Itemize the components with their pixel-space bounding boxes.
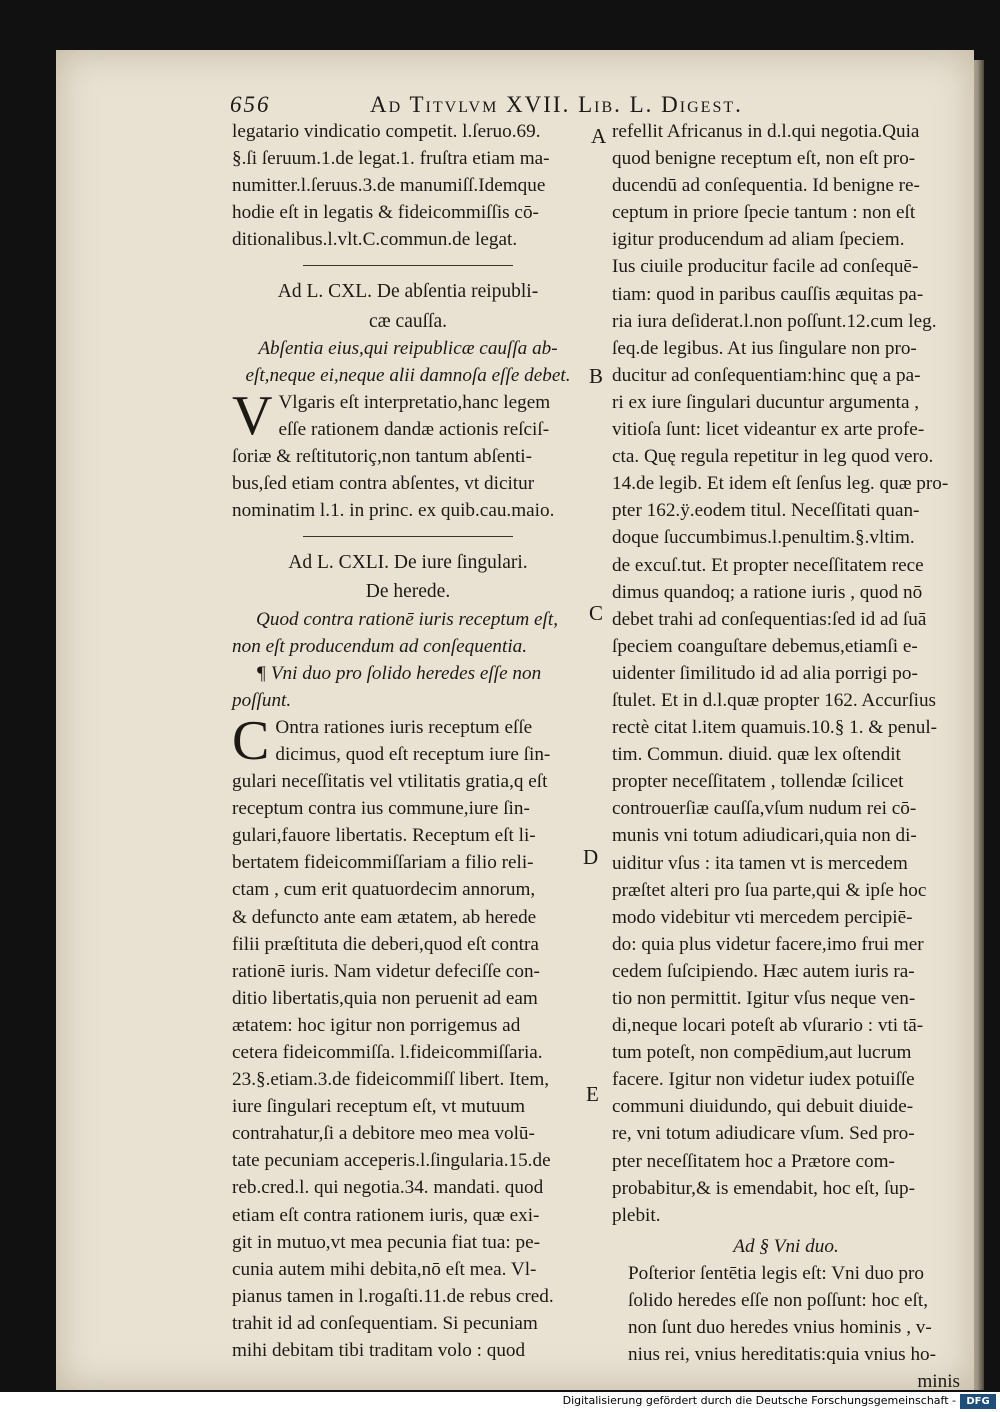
text-line: ſolido heredes eſſe non poſſunt: hoc eſt, [628, 1290, 929, 1312]
text-line: ctam , cum erit quatuordecim annorum, [232, 879, 536, 901]
text-line: receptum contra ius commune,iure ſin- [232, 798, 530, 820]
section-divider [303, 265, 513, 266]
text-line: di,neque locari poteſt ab vſurario : vti tā- [612, 1015, 924, 1037]
text-line: gulari,fauore libertatis. Receptum eſt li- [232, 825, 536, 847]
text-line: rationē iuris. Nam videtur defeciſſe con- [232, 960, 540, 982]
section-heading-cxl-line1: Ad L. CXL. De abſentia reipubli- [277, 281, 539, 303]
text-line: hodie eſt in legatis & fideicommiſſis cō- [232, 202, 539, 224]
text-line: debet trahi ad conſequentias:ſed id ad ſuā [612, 608, 927, 630]
text-line: numitter.l.ſeruus.3.de manumiſſ.Idemque [232, 175, 546, 197]
text-line: tio non permittit. Igitur vſus neque ven- [612, 988, 916, 1009]
text-line: communi diuidundo, qui debuit diuide- [612, 1096, 914, 1118]
text-line: filii præſtituta die deberi,quod eſt contra [232, 933, 539, 955]
right-paragraph-2 [612, 1260, 960, 1368]
text-line: ſoriæ & reſtitutoriç,non tantum abſenti- [232, 446, 533, 468]
text-line: bus,ſed etiam contra abſentes, vt dicitur [232, 473, 535, 495]
text-line: iure ſingulari receptum eſt, vt mutuum [232, 1096, 526, 1118]
lemma-cxli-line2: non eſt producendum ad conſequentia. [232, 635, 528, 657]
text-line: dimus quandoq; a ratione iuris , quod nō [612, 581, 923, 603]
margin-marker-d: D [583, 845, 599, 869]
margin-marker-e: E [586, 1082, 599, 1106]
text-line: ſtulet. Et in d.l.quæ propter 162. Accurſius [612, 689, 937, 711]
text-line: de excuſ.tut. Et propter neceſſitatem rece [612, 554, 924, 576]
right-paragraph-1 [612, 118, 960, 1229]
lemma-cxli-line3: ¶ Vni duo pro ſolido heredes eſſe non [256, 662, 542, 684]
text-line: tiam: quod in paribus cauſſis æquitas pa- [612, 283, 924, 305]
text-line: ſpeciem coanguſtare debemus,etiamſi e- [612, 635, 918, 657]
text-line: cta. Quę regula repetitur in leg quod vero. [612, 446, 934, 468]
margin-marker-b: B [589, 364, 604, 388]
text-line: ſeq.de legibus. At ius ſingulare non pro- [612, 337, 917, 359]
commentary-cxli-text [232, 709, 584, 1364]
text-line: gulari neceſſitatis vel vtilitatis gratia,q eſt [232, 771, 548, 793]
text-line: nominatim l.1. in princ. ex quib.cau.maio. [232, 500, 555, 522]
text-line: ætatem: hoc igitur non porrigemus ad [232, 1014, 521, 1036]
text-line: igitur producendum ad aliam ſpeciem. [612, 229, 905, 251]
text-line: mihi debitam tibi traditam volo : quod [232, 1340, 526, 1362]
text-line: tum poteſt, non compēdium,aut lucrum [612, 1042, 912, 1064]
text-line: uiditur vſus : ita tamen vt is mercedem [612, 852, 908, 874]
text-line: etiam eſt contra rationem iuris, quæ exi- [232, 1204, 540, 1226]
text-line: §.ſi ſeruum.1.de legat.1. fruſtra etiam ma- [232, 148, 550, 170]
text-line: plebit. [612, 1204, 661, 1226]
lemma-cxl-line2: eſt,neque ei,neque alii damnoſa eſſe debet. [245, 364, 571, 386]
text-line: cunia autem mihi debita,nō eſt mea. Vl- [232, 1258, 537, 1280]
dropcap-c: C [232, 709, 270, 772]
margin-marker-a: A [591, 124, 607, 148]
text-line: munis vni totum adiudicari,quia non di- [612, 825, 917, 847]
text-line: præſtet alteri pro ſua parte,qui & ipſe hoc [612, 879, 927, 901]
dfg-logo: DFG [960, 1394, 996, 1409]
text-line: rectè citat l.item quamuis.10.§ 1. & penul- [612, 717, 938, 739]
text-line: git in mutuo,vt mea pecunia fiat tua: pe- [232, 1231, 540, 1253]
text-line: legatario vindicatio competit. l.ſeruo.69. [232, 121, 541, 142]
section-heading-cxl-line2: cæ cauſſa. [369, 310, 447, 332]
text-line: controuerſiæ cauſſa,vſum nudum rei cō- [612, 798, 917, 820]
text-line: probabitur,& is emendabit, hoc eſt, ſup- [612, 1177, 915, 1199]
right-column [612, 118, 960, 1395]
footer-funding-note: Digitalisierung gefördert durch die Deutsche Forschungsgemeinschaft - [562, 1394, 956, 1407]
text-line: vitioſa ſunt: licet videantur ex arte profe- [612, 419, 925, 441]
text-line: pianus tamen in l.rogaſti.11.de rebus cred. [232, 1285, 554, 1307]
section-heading-cxli-line2: De herede. [365, 581, 451, 603]
text-line: dicimus, quod eſt receptum iure ſin- [275, 743, 551, 765]
text-line: ditionalibus.l.vlt.C.commun.de legat. [232, 229, 518, 251]
text-line: & defuncto ante eam ætatem, ab herede [232, 906, 537, 928]
text-line: reb.cred.l. qui negotia.34. mandati. quod [232, 1177, 544, 1199]
dropcap-v: V [232, 384, 273, 447]
running-title: Ad Titvlvm XVII. Lib. L. Digest. [370, 92, 743, 117]
lemma-cxli-line1: Quod contra rationē iuris receptum eſt, [256, 608, 558, 630]
catchword: minis [917, 1371, 960, 1393]
text-line: 14.de legib. Et idem eſt ſenſus leg. quæ pro- [612, 473, 949, 495]
text-line: do: quia plus videtur facere,imo frui mer [612, 933, 924, 955]
lemma-cxli-line4: poſſunt. [232, 689, 292, 711]
text-line: cetera fideicommiſſa. l.fideicommiſſaria. [232, 1042, 543, 1063]
subheading-vni-duo: Ad § Vni duo. [733, 1235, 839, 1257]
text-line: uidenter ſimilitudo id ad alia porrigi po- [612, 662, 918, 684]
text-line: cedem ſuſcipiendo. Hæc autem iuris ra- [612, 960, 915, 982]
text-line: ria iura deſiderat.l.non poſſunt.12.cum leg. [612, 310, 937, 332]
text-line: tim. Commun. diuid. quæ lex oſtendit [612, 744, 901, 766]
text-line: eſſe rationem dandæ actionis reſciſ- [278, 418, 550, 440]
left-paragraph-1 [232, 118, 584, 253]
text-line: modo videbitur vti mercedem percipiē- [612, 906, 913, 928]
text-line: Poſterior ſentētia legis eſt: Vni duo pro [628, 1262, 924, 1284]
text-line: Ius ciuile producitur facile ad conſequē- [612, 256, 919, 278]
commentary-cxli [232, 709, 584, 1364]
section-heading-cxli-line1: Ad L. CXLI. De iure ſingulari. [288, 552, 528, 574]
text-line: contrahatur,ſi a debitore meo mea volū- [232, 1123, 535, 1145]
section-divider-2 [303, 536, 513, 537]
text-line: pter 162.ÿ.eodem titul. Neceſſitati quan- [612, 500, 920, 522]
text-line: ceptum in priore ſpecie tantum : non eſt [612, 202, 916, 224]
commentary-cxl-text [232, 384, 584, 524]
text-line: pter neceſſitatem hoc a Prætore com- [612, 1150, 895, 1172]
text-line: ditio libertatis,quia non peruenit ad eam [232, 987, 538, 1009]
text-line: ri ex iure ſingulari ducuntur argumenta , [612, 391, 920, 413]
text-line: refellit Africanus in d.l.qui negotia.Quia [612, 121, 920, 142]
left-column [232, 118, 584, 1364]
text-line: bertatem fideicommiſſariam a filio reli- [232, 852, 534, 874]
text-line: non ſunt duo heredes vnius hominis , v- [628, 1317, 932, 1339]
page-number: 656 [230, 92, 271, 117]
margin-marker-c: C [589, 601, 604, 625]
commentary-cxl [232, 384, 584, 524]
lemma-cxl-line1: Abſentia eius,qui reipublicæ cauſſa ab- [258, 337, 558, 359]
footer-bar [0, 1392, 1000, 1412]
text-line: facere. Igitur non videtur iudex potuiſſe [612, 1069, 915, 1091]
text-line: trahit id ad conſequentiam. Si pecuniam [232, 1312, 538, 1334]
text-line: ducitur ad conſequentiam:hinc quę a pa- [612, 364, 921, 386]
text-line: doque ſuccumbimus.l.penultim.§.vltim. [612, 527, 915, 549]
text-line: tate pecuniam acceperis.l.ſingularia.15.de [232, 1150, 551, 1172]
text-line: 23.§.etiam.3.de fideicommiſſ libert. Item, [232, 1069, 550, 1091]
text-line: propter neceſſitatem , tollendæ ſcilicet [612, 771, 904, 793]
text-line: Vlgaris eſt interpretatio,hanc legem [278, 391, 551, 413]
text-line: nius rei, vnius hereditatis:quia vnius ho- [628, 1344, 937, 1366]
text-line: re, vni totum adiudicare vſum. Sed pro- [612, 1123, 915, 1145]
text-line: ducendū ad conſequentia. Id benigne re- [612, 175, 920, 197]
text-line: Ontra rationes iuris receptum eſſe [275, 716, 533, 738]
text-line: quod benigne receptum eſt, non eſt pro- [612, 148, 916, 170]
